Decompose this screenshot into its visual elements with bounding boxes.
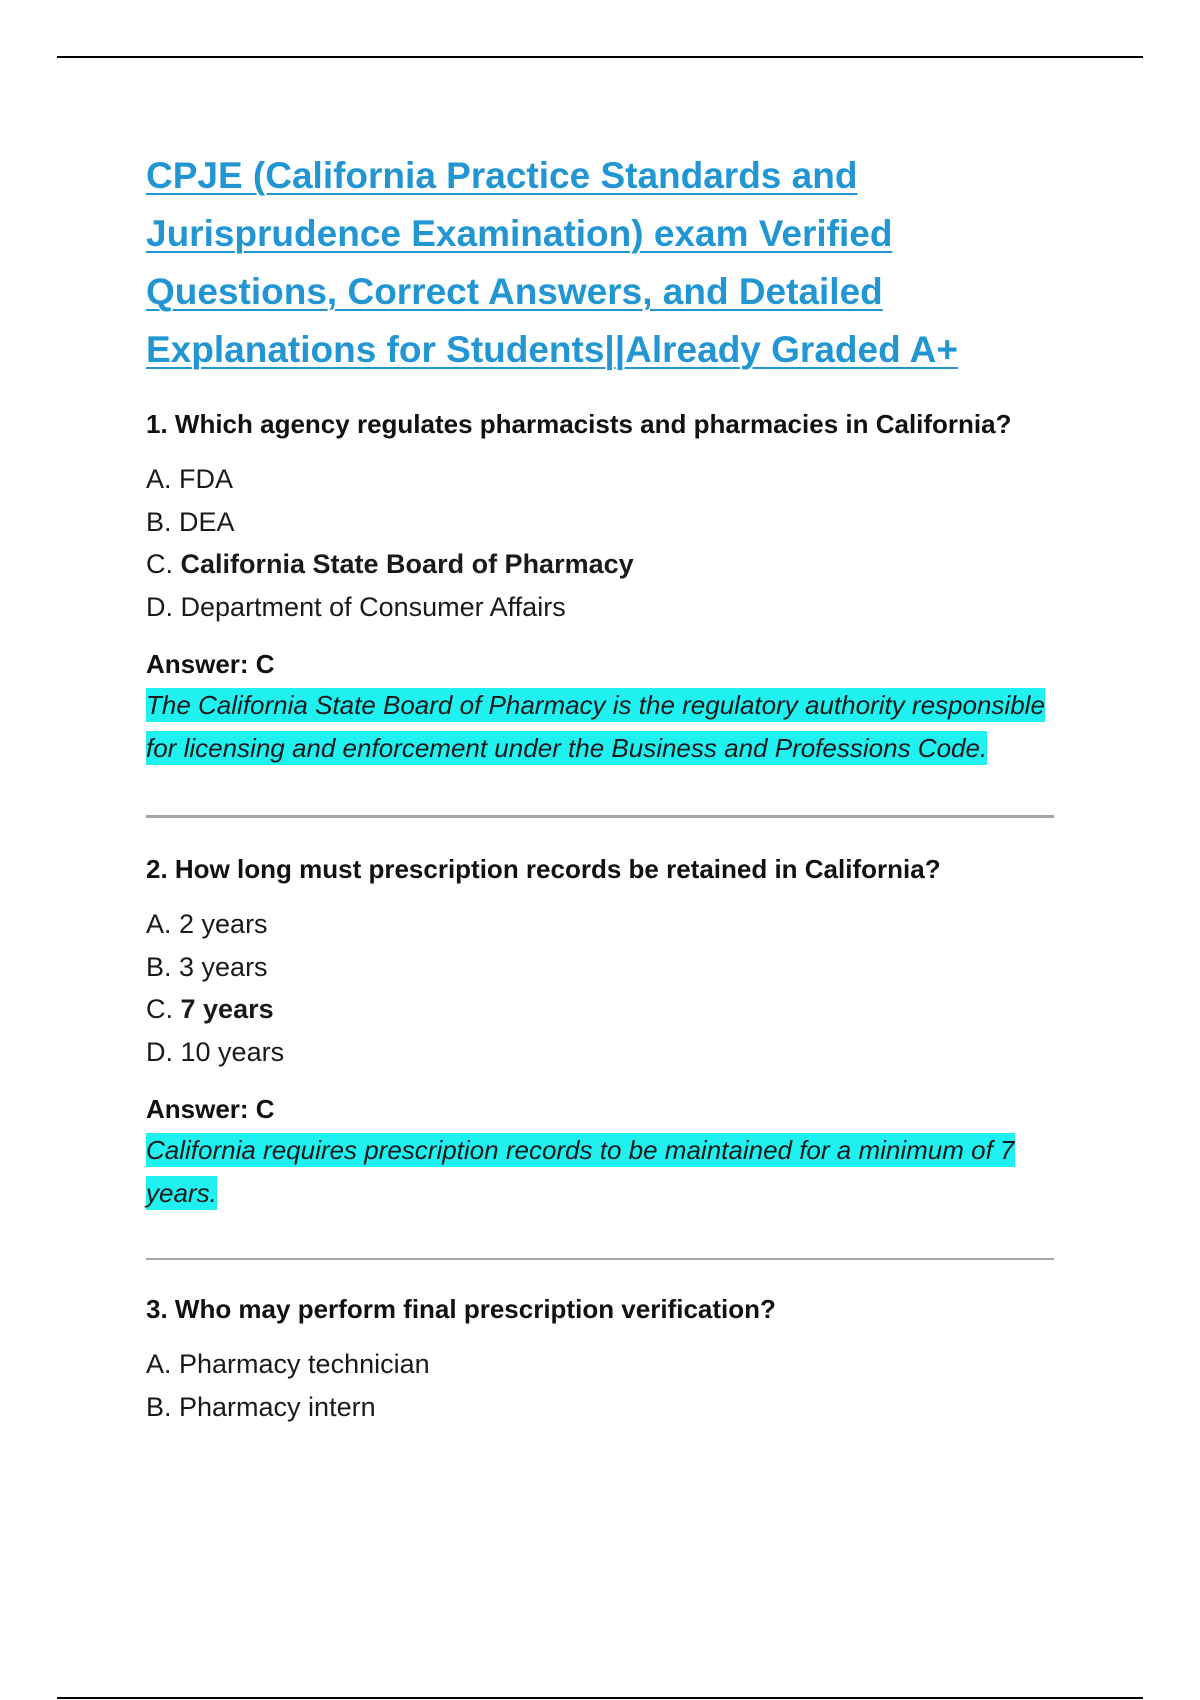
options-list: [146, 903, 1076, 1073]
option-letter: A.: [146, 1349, 180, 1379]
question-text: 3. Who may perform final prescription verification?: [146, 1294, 776, 1324]
option-d: [146, 1031, 1076, 1074]
bottom-rule: [57, 1697, 1143, 1699]
option-c-correct: [146, 543, 1076, 586]
document-title[interactable]: CPJE (California Practice Standards and Jurisprudence Examination) exam Verified Questions, Correct Answers, and Detailed Explanations for Students||Already Graded A+: [146, 155, 958, 370]
question-text: 1. Which agency regulates pharmacists and pharmacies in California?: [146, 409, 1012, 439]
options-list: [146, 1343, 1076, 1428]
option-b: [146, 501, 1076, 544]
answer-label: Answer: C: [146, 649, 275, 679]
option-letter: A.: [146, 464, 180, 494]
option-a: [146, 903, 1076, 946]
option-d: [146, 586, 1076, 629]
option-text: 2 years: [179, 909, 268, 939]
option-text: Pharmacy technician: [179, 1349, 430, 1379]
document-body: [146, 147, 1076, 1428]
option-text: Department of Consumer Affairs: [180, 591, 566, 622]
option-text: DEA: [179, 506, 235, 537]
option-letter: A.: [146, 909, 180, 939]
question-block: [146, 403, 1076, 769]
option-b: [146, 1386, 1076, 1429]
question-block: [146, 1288, 1076, 1428]
option-letter: C.: [146, 994, 181, 1024]
option-b: [146, 946, 1076, 989]
option-text-correct: 7 years: [180, 994, 274, 1024]
option-letter: B.: [146, 506, 180, 537]
option-letter: B.: [146, 951, 180, 982]
option-letter: D.: [146, 1036, 181, 1067]
explanation-text: [146, 1129, 1076, 1214]
option-text: 3 years: [179, 951, 268, 982]
option-letter: B.: [146, 1391, 180, 1422]
option-text: FDA: [179, 464, 234, 494]
option-letter: C.: [146, 549, 181, 579]
section-divider: [146, 1258, 1054, 1260]
explanation-highlight: California requires prescription records to be maintained for a minimum of 7 years.: [146, 1135, 1015, 1208]
options-list: [146, 458, 1076, 628]
option-text: 10 years: [180, 1036, 285, 1067]
top-rule: [57, 56, 1143, 58]
option-text: Pharmacy intern: [179, 1391, 376, 1422]
explanation-text: [146, 684, 1076, 769]
answer-label: Answer: C: [146, 1094, 275, 1124]
option-a: [146, 1343, 1076, 1386]
option-c-correct: [146, 988, 1076, 1031]
option-a: [146, 458, 1076, 501]
explanation-highlight: The California State Board of Pharmacy is the regulatory authority responsible for licensing and enforcement under the Business and Professions Code.: [146, 690, 1045, 763]
question-block: [146, 848, 1076, 1214]
option-letter: D.: [146, 591, 181, 622]
question-text: 2. How long must prescription records be retained in California?: [146, 854, 941, 884]
option-text-correct: California State Board of Pharmacy: [180, 549, 634, 579]
section-divider: [146, 815, 1054, 818]
